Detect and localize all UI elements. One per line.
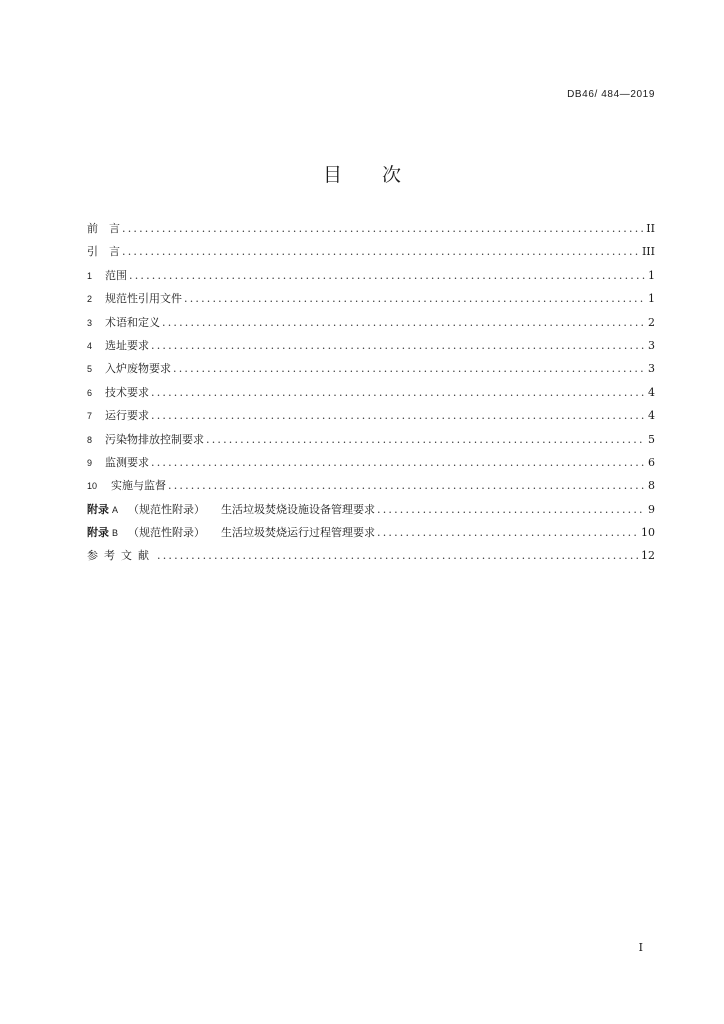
toc-entry-page: 2	[648, 315, 655, 329]
toc-entry-number: 6	[87, 387, 93, 398]
toc-entry-number: 7	[87, 411, 93, 422]
annex-type: （规范性附录）	[128, 526, 206, 540]
toc-entry-bibliography[interactable]	[87, 547, 655, 570]
toc-entry-annex-a[interactable]	[87, 501, 655, 524]
toc-entry-scope[interactable]	[87, 267, 655, 290]
toc-entry-operation[interactable]	[87, 407, 655, 430]
toc-entry-foreword[interactable]	[87, 220, 655, 243]
toc-entry-page: 1	[648, 268, 655, 282]
annex-label: 附录	[87, 502, 109, 516]
toc-entry-label: 监测要求	[105, 455, 149, 469]
toc-leader-dots	[151, 409, 645, 422]
annex-title: 生活垃圾焚烧运行过程管理要求	[221, 526, 376, 540]
annex-letter: B	[112, 528, 119, 539]
toc-entry-page: 8	[648, 479, 655, 493]
toc-entry-label: 运行要求	[105, 409, 149, 423]
toc-entry-annex-b[interactable]	[87, 524, 655, 547]
toc-entry-number: 8	[87, 434, 93, 445]
toc-entry-page: 4	[648, 409, 655, 423]
toc-entry-introduction[interactable]	[87, 243, 655, 266]
toc-leader-dots	[151, 456, 645, 469]
toc-entry-label: 规范性引用文件	[105, 292, 182, 306]
toc-leader-dots	[129, 269, 645, 282]
toc-leader-dots	[151, 386, 645, 399]
toc-entry-emission-control[interactable]	[87, 431, 655, 454]
toc-entry-page: 4	[648, 385, 655, 399]
toc-entry-normative-references[interactable]	[87, 290, 655, 313]
toc-leader-dots	[377, 526, 639, 539]
annex-letter: A	[112, 504, 119, 515]
toc-leader-dots	[151, 339, 645, 352]
toc-entry-label: 术语和定义	[105, 315, 160, 329]
toc-entry-waste-input[interactable]	[87, 360, 655, 383]
page-number: I	[638, 941, 643, 954]
toc-entry-number: 10	[87, 481, 98, 492]
toc-entry-implementation[interactable]	[87, 477, 655, 500]
annex-type: （规范性附录）	[128, 502, 206, 516]
table-of-contents	[87, 220, 655, 571]
toc-entry-page: 12	[641, 549, 655, 563]
toc-entry-page: 9	[648, 502, 655, 516]
toc-entry-label: 实施与监督	[111, 479, 166, 493]
toc-entry-label: 前 言	[87, 222, 120, 235]
toc-entry-label: 引 言	[87, 245, 120, 259]
toc-entry-number: 3	[87, 317, 93, 328]
toc-entry-monitoring[interactable]	[87, 454, 655, 477]
toc-title-right: 次	[382, 164, 402, 186]
toc-leader-dots	[377, 503, 645, 516]
toc-entry-page: 1	[648, 292, 655, 306]
toc-entry-number: 2	[87, 294, 93, 305]
document-code: DB46/ 484—2019	[567, 89, 655, 100]
toc-entry-page: II	[646, 222, 655, 235]
toc-entry-label: 入炉废物要求	[105, 362, 171, 376]
toc-entry-label: 范围	[105, 268, 127, 282]
toc-entry-label: 参考文献	[87, 549, 155, 563]
toc-leader-dots	[184, 292, 645, 305]
toc-entry-page: 5	[648, 432, 655, 446]
toc-entry-label: 选址要求	[105, 338, 149, 352]
toc-entry-number: 5	[87, 364, 93, 375]
toc-leader-dots	[206, 433, 645, 446]
toc-title	[0, 160, 724, 187]
toc-leader-dots	[173, 362, 645, 375]
toc-entry-site-selection[interactable]	[87, 337, 655, 360]
toc-entry-number: 4	[87, 340, 93, 351]
toc-entry-technical[interactable]	[87, 384, 655, 407]
annex-title: 生活垃圾焚烧设施设备管理要求	[221, 502, 376, 516]
toc-entry-page: 3	[648, 362, 655, 376]
toc-entry-page: 3	[648, 338, 655, 352]
toc-entry-number: 9	[87, 457, 93, 468]
toc-entry-page: 10	[641, 526, 655, 540]
toc-leader-dots	[168, 479, 645, 492]
toc-entry-number: 1	[87, 270, 93, 281]
toc-entry-label: 技术要求	[105, 385, 149, 399]
annex-label: 附录	[87, 526, 109, 540]
toc-entry-terms-definitions[interactable]	[87, 314, 655, 337]
toc-leader-dots	[162, 316, 645, 329]
toc-leader-dots	[122, 222, 644, 235]
toc-entry-page: 6	[648, 455, 655, 469]
toc-leader-dots	[157, 549, 639, 562]
toc-title-left: 目	[322, 164, 342, 186]
toc-entry-label: 污染物排放控制要求	[105, 432, 204, 446]
toc-entry-page: III	[641, 245, 655, 259]
toc-leader-dots	[122, 245, 640, 258]
